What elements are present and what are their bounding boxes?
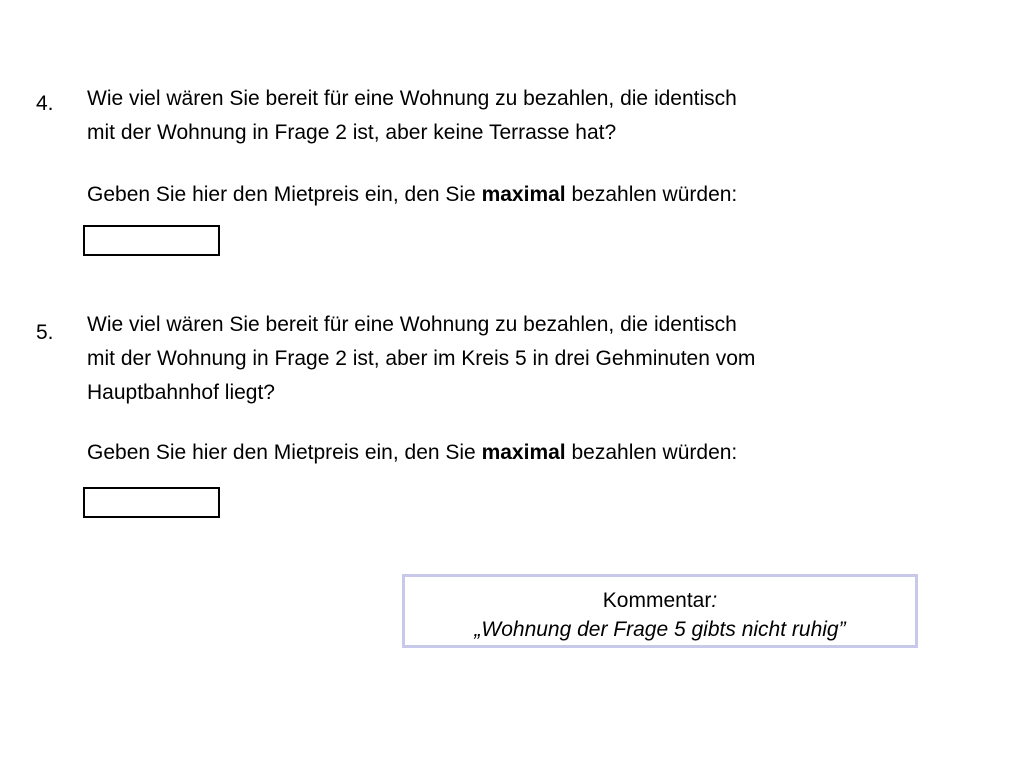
prompt-text: Geben Sie hier den Mietpreis ein, den Sie (87, 441, 482, 464)
comment-text: „Wohnung der Frage 5 gibts nicht ruhig” (474, 618, 846, 641)
question-text-line: Hauptbahnhof liegt? (87, 381, 275, 404)
price-prompt (87, 181, 737, 209)
question-text (87, 82, 987, 150)
prompt-emphasis: maximal (481, 183, 566, 206)
prompt-text: Geben Sie hier den Mietpreis ein, den Sie (87, 183, 482, 206)
prompt-emphasis: maximal (481, 441, 566, 464)
rent-price-input-q5[interactable] (83, 487, 220, 518)
comment-box (402, 574, 918, 648)
question-text-line: Wie viel wären Sie bereit für eine Wohnung zu bezahlen, die identisch (87, 313, 737, 336)
question-text-line: mit der Wohnung in Frage 2 ist, aber keine Terrasse hat? (87, 121, 617, 144)
question-number: 4. (36, 92, 54, 115)
prompt-text-end: bezahlen würden: (565, 183, 738, 206)
price-prompt (87, 439, 737, 467)
rent-price-input-q4[interactable] (83, 225, 220, 256)
comment-label (405, 586, 915, 615)
comment-label-colon: : (711, 589, 718, 612)
question-text (87, 308, 987, 410)
question-text-line: mit der Wohnung in Frage 2 ist, aber im Kreis 5 in drei Gehminuten vom (87, 347, 756, 370)
question-text-line: Wie viel wären Sie bereit für eine Wohnung zu bezahlen, die identisch (87, 87, 737, 110)
question-number: 5. (36, 321, 54, 344)
comment-label-text: Kommentar (602, 589, 712, 612)
prompt-text-end: bezahlen würden: (565, 441, 738, 464)
